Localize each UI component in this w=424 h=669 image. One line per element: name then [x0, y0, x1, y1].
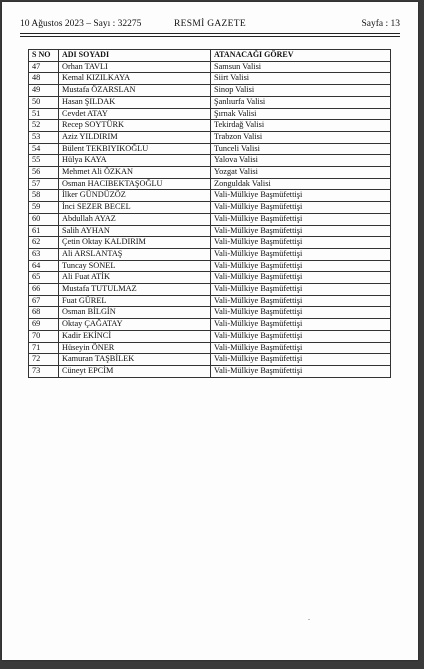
table-row	[29, 225, 391, 237]
cell-name: Osman BİLGİN	[59, 307, 211, 319]
cell-position: Sinop Valisi	[211, 85, 391, 97]
column-header-name: ADI SOYADI	[59, 50, 211, 62]
cell-name: Mustafa TUTULMAZ	[59, 284, 211, 296]
cell-no: 51	[29, 108, 59, 120]
cell-name: Mustafa ÖZARSLAN	[59, 85, 211, 97]
cell-position: Vali-Mülkiye Başmüfettişi	[211, 237, 391, 249]
cell-no: 60	[29, 213, 59, 225]
cell-name: Cüneyt EPCİM	[59, 365, 211, 377]
table-row	[29, 342, 391, 354]
header-rule-top	[20, 33, 400, 34]
cell-position: Tekirdağ Valisi	[211, 120, 391, 132]
page-header	[20, 19, 400, 33]
cell-name: Osman HACIBEKTAŞOĞLU	[59, 178, 211, 190]
cell-position: Yalova Valisi	[211, 155, 391, 167]
table-row	[29, 178, 391, 190]
cell-position: Vali-Mülkiye Başmüfettişi	[211, 354, 391, 366]
cell-position: Zonguldak Valisi	[211, 178, 391, 190]
cell-no: 48	[29, 73, 59, 85]
table-row	[29, 61, 391, 73]
cell-no: 54	[29, 143, 59, 155]
table-row	[29, 73, 391, 85]
cell-position: Yozgat Valisi	[211, 167, 391, 179]
cell-position: Vali-Mülkiye Başmüfettişi	[211, 190, 391, 202]
cell-no: 49	[29, 85, 59, 97]
gazette-title: RESMİ GAZETE	[174, 19, 246, 29]
cell-name: Ali Fuat ATİK	[59, 272, 211, 284]
cell-no: 62	[29, 237, 59, 249]
issue-date: 10 Ağustos 2023 – Sayı : 32275	[20, 19, 142, 29]
cell-name: Mehmet Ali ÖZKAN	[59, 167, 211, 179]
table-row	[29, 237, 391, 249]
cell-name: Kemal KIZILKAYA	[59, 73, 211, 85]
table-row	[29, 155, 391, 167]
cell-position: Vali-Mülkiye Başmüfettişi	[211, 284, 391, 296]
cell-name: Kamuran TAŞBİLEK	[59, 354, 211, 366]
cell-no: 55	[29, 155, 59, 167]
cell-no: 70	[29, 330, 59, 342]
column-header-no: S NO	[29, 50, 59, 62]
cell-name: Ali ARSLANTAŞ	[59, 248, 211, 260]
cell-position: Siirt Valisi	[211, 73, 391, 85]
table-row	[29, 354, 391, 366]
cell-name: Bülent TEKBIYIKOĞLU	[59, 143, 211, 155]
cell-position: Tunceli Valisi	[211, 143, 391, 155]
table-row	[29, 248, 391, 260]
cell-name: Fuat GÜREL	[59, 295, 211, 307]
cell-no: 61	[29, 225, 59, 237]
cell-name: Orhan TAVLI	[59, 61, 211, 73]
document-page	[2, 2, 418, 660]
cell-position: Vali-Mülkiye Başmüfettişi	[211, 365, 391, 377]
table-row	[29, 120, 391, 132]
cell-no: 67	[29, 295, 59, 307]
cell-no: 56	[29, 167, 59, 179]
cell-no: 73	[29, 365, 59, 377]
cell-position: Vali-Mülkiye Başmüfettişi	[211, 272, 391, 284]
table-row	[29, 365, 391, 377]
cell-name: Hüseyin ÖNER	[59, 342, 211, 354]
table-row	[29, 272, 391, 284]
table-row	[29, 284, 391, 296]
cell-no: 65	[29, 272, 59, 284]
cell-name: Hülya KAYA	[59, 155, 211, 167]
table-row	[29, 143, 391, 155]
column-header-position: ATANACAĞI GÖREV	[211, 50, 391, 62]
table-row	[29, 295, 391, 307]
table-row	[29, 190, 391, 202]
cell-position: Vali-Mülkiye Başmüfettişi	[211, 330, 391, 342]
cell-position: Vali-Mülkiye Başmüfettişi	[211, 260, 391, 272]
cell-name: Çetin Oktay KALDIRIM	[59, 237, 211, 249]
table-body	[29, 61, 391, 377]
cell-position: Şırnak Valisi	[211, 108, 391, 120]
cell-position: Vali-Mülkiye Başmüfettişi	[211, 342, 391, 354]
cell-no: 59	[29, 202, 59, 214]
cell-name: Kadir EKİNCİ	[59, 330, 211, 342]
cell-no: 69	[29, 319, 59, 331]
table-row	[29, 330, 391, 342]
header-rule-bottom	[20, 36, 400, 37]
table-row	[29, 85, 391, 97]
cell-no: 50	[29, 96, 59, 108]
table-row	[29, 213, 391, 225]
cell-position: Vali-Mülkiye Başmüfettişi	[211, 225, 391, 237]
cell-no: 58	[29, 190, 59, 202]
table-row	[29, 307, 391, 319]
cell-no: 63	[29, 248, 59, 260]
cell-no: 57	[29, 178, 59, 190]
cell-name: Recep SOYTÜRK	[59, 120, 211, 132]
cell-name: İnci SEZER BECEL	[59, 202, 211, 214]
cell-name: İlker GÜNDÜZÖZ	[59, 190, 211, 202]
cell-name: Cevdet ATAY	[59, 108, 211, 120]
cell-name: Salih AYHAN	[59, 225, 211, 237]
cell-no: 72	[29, 354, 59, 366]
cell-position: Trabzon Valisi	[211, 131, 391, 143]
appointments-table	[28, 49, 391, 378]
cell-position: Vali-Mülkiye Başmüfettişi	[211, 213, 391, 225]
cell-position: Vali-Mülkiye Başmüfettişi	[211, 307, 391, 319]
cell-no: 68	[29, 307, 59, 319]
cell-name: Aziz YILDIRIM	[59, 131, 211, 143]
cell-name: Abdullah AYAZ	[59, 213, 211, 225]
table-row	[29, 96, 391, 108]
cell-name: Oktay ÇAĞATAY	[59, 319, 211, 331]
cell-no: 52	[29, 120, 59, 132]
cell-position: Vali-Mülkiye Başmüfettişi	[211, 319, 391, 331]
table-header-row	[29, 50, 391, 62]
table-row	[29, 260, 391, 272]
cell-no: 53	[29, 131, 59, 143]
table-row	[29, 202, 391, 214]
cell-no: 47	[29, 61, 59, 73]
table-row	[29, 131, 391, 143]
cell-position: Şanlıurfa Valisi	[211, 96, 391, 108]
table-row	[29, 167, 391, 179]
cell-no: 64	[29, 260, 59, 272]
cell-no: 66	[29, 284, 59, 296]
cell-position: Samsun Valisi	[211, 61, 391, 73]
scan-speck	[308, 619, 310, 620]
cell-name: Hasan ŞILDAK	[59, 96, 211, 108]
cell-name: Tuncay SONEL	[59, 260, 211, 272]
table-row	[29, 108, 391, 120]
page-number: Sayfa : 13	[361, 19, 400, 29]
cell-position: Vali-Mülkiye Başmüfettişi	[211, 248, 391, 260]
cell-no: 71	[29, 342, 59, 354]
cell-position: Vali-Mülkiye Başmüfettişi	[211, 202, 391, 214]
cell-position: Vali-Mülkiye Başmüfettişi	[211, 295, 391, 307]
table-row	[29, 319, 391, 331]
